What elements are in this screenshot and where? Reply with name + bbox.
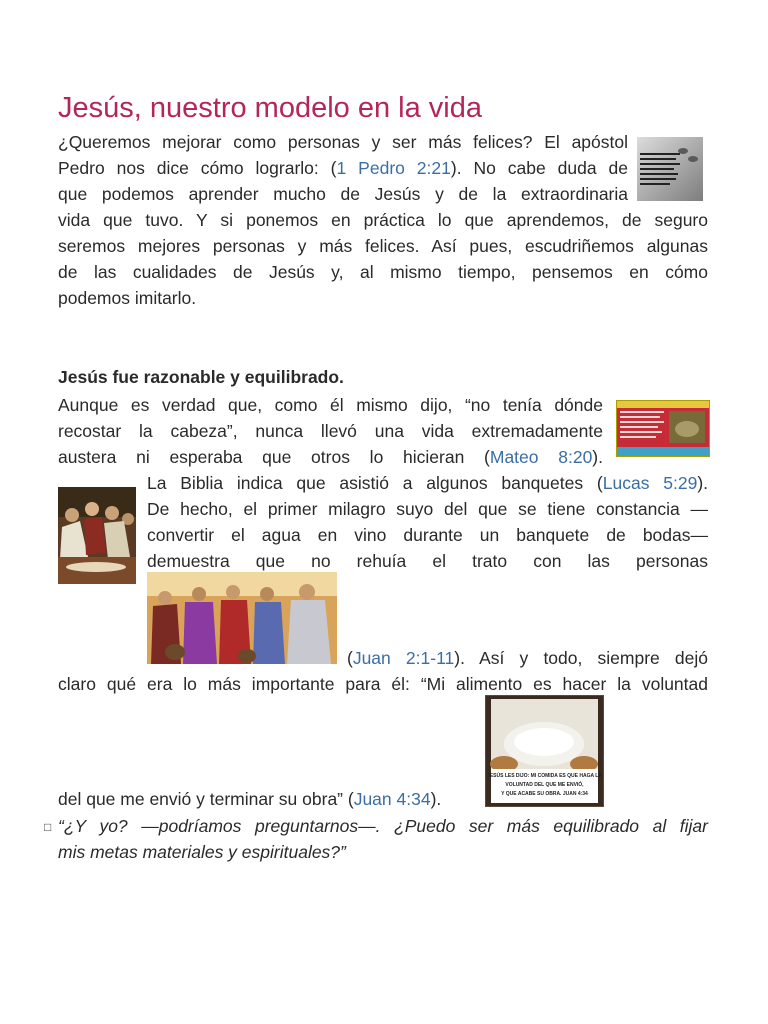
bible-link[interactable]: 1 Pedro 2:21 (336, 158, 451, 178)
page-title: Jesús, nuestro modelo en la vida (58, 92, 482, 124)
intro-line: de las cualidades de Jesús y, al mismo tiempo, pensemos en cómo (58, 262, 708, 282)
question-line: mis metas materiales y espirituales?” (58, 842, 346, 862)
bible-verse-poster-image (616, 400, 710, 457)
checkbox-bullet-icon: □ (44, 820, 52, 834)
intro-line: seremos mejores personas y más felices. Así pues, escudriñemos algunas (58, 236, 708, 256)
section-line: De hecho, el primer milagro suyo del que se tiene constancia — (147, 499, 708, 519)
section-line: del que me envió y terminar su obra” (Juan 4:34). (58, 789, 442, 809)
intro-line: que podemos aprender mucho de Jesús y de la extraordinaria (58, 184, 628, 204)
image-caption: JESÚS LES DIJO: MI COMIDA ES QUE HAGA LA VOLUNTAD DEL QUE ME ENVIÓ, Y QUE ACABE SU OBRA. JUAN 4:34 (487, 773, 602, 797)
section-line: demuestra que no rehuía el trato con las personas (147, 551, 708, 571)
section-line: recostar la cabeza”, nunca llevó una vida extremadamente (58, 421, 603, 441)
intro-line: vida que tuvo. Y si ponemos en práctica lo que aprendemos, de seguro (58, 210, 708, 230)
bread-verse-image (485, 695, 604, 807)
section-line: austera ni esperaba que otros lo hicieran (Mateo 8:20). (58, 447, 603, 467)
section-line: (Juan 2:1-11). Así y todo, siempre dejó (347, 648, 708, 668)
section-line: convertir el agua en vino durante un banquete de bodas— (147, 525, 708, 545)
banquet-painting-image (58, 487, 136, 584)
question-line: “¿Y yo? —podríamos preguntarnos—. ¿Puedo ser más equilibrado al fijar (58, 816, 708, 836)
bible-link[interactable]: Lucas 5:29 (602, 473, 698, 493)
intro-line: podemos imitarlo. (58, 288, 197, 308)
intro-line: Pedro nos dice cómo lograrlo: (1 Pedro 2:21). No cabe duda de (58, 158, 629, 178)
section-heading: Jesús fue razonable y equilibrado. (58, 367, 344, 387)
bible-link[interactable]: Mateo 8:20 (489, 447, 593, 467)
bible-link[interactable]: Juan 2:1-11 (352, 648, 455, 668)
section-line: Aunque es verdad que, como él mismo dijo, “no tenía dónde (58, 395, 603, 415)
bible-link[interactable]: Juan 4:34 (353, 789, 431, 809)
document-page (44, 0, 709, 1024)
section-line: claro qué era lo más importante para él: “Mi alimento es hacer la voluntad (58, 674, 708, 694)
intro-line: ¿Queremos mejorar como personas y ser más felices? El apóstol (58, 132, 628, 152)
footprints-image (637, 137, 703, 201)
section-line: La Biblia indica que asistió a algunos banquetes (Lucas 5:29). (147, 473, 709, 493)
wedding-cana-painting-image (147, 572, 337, 664)
